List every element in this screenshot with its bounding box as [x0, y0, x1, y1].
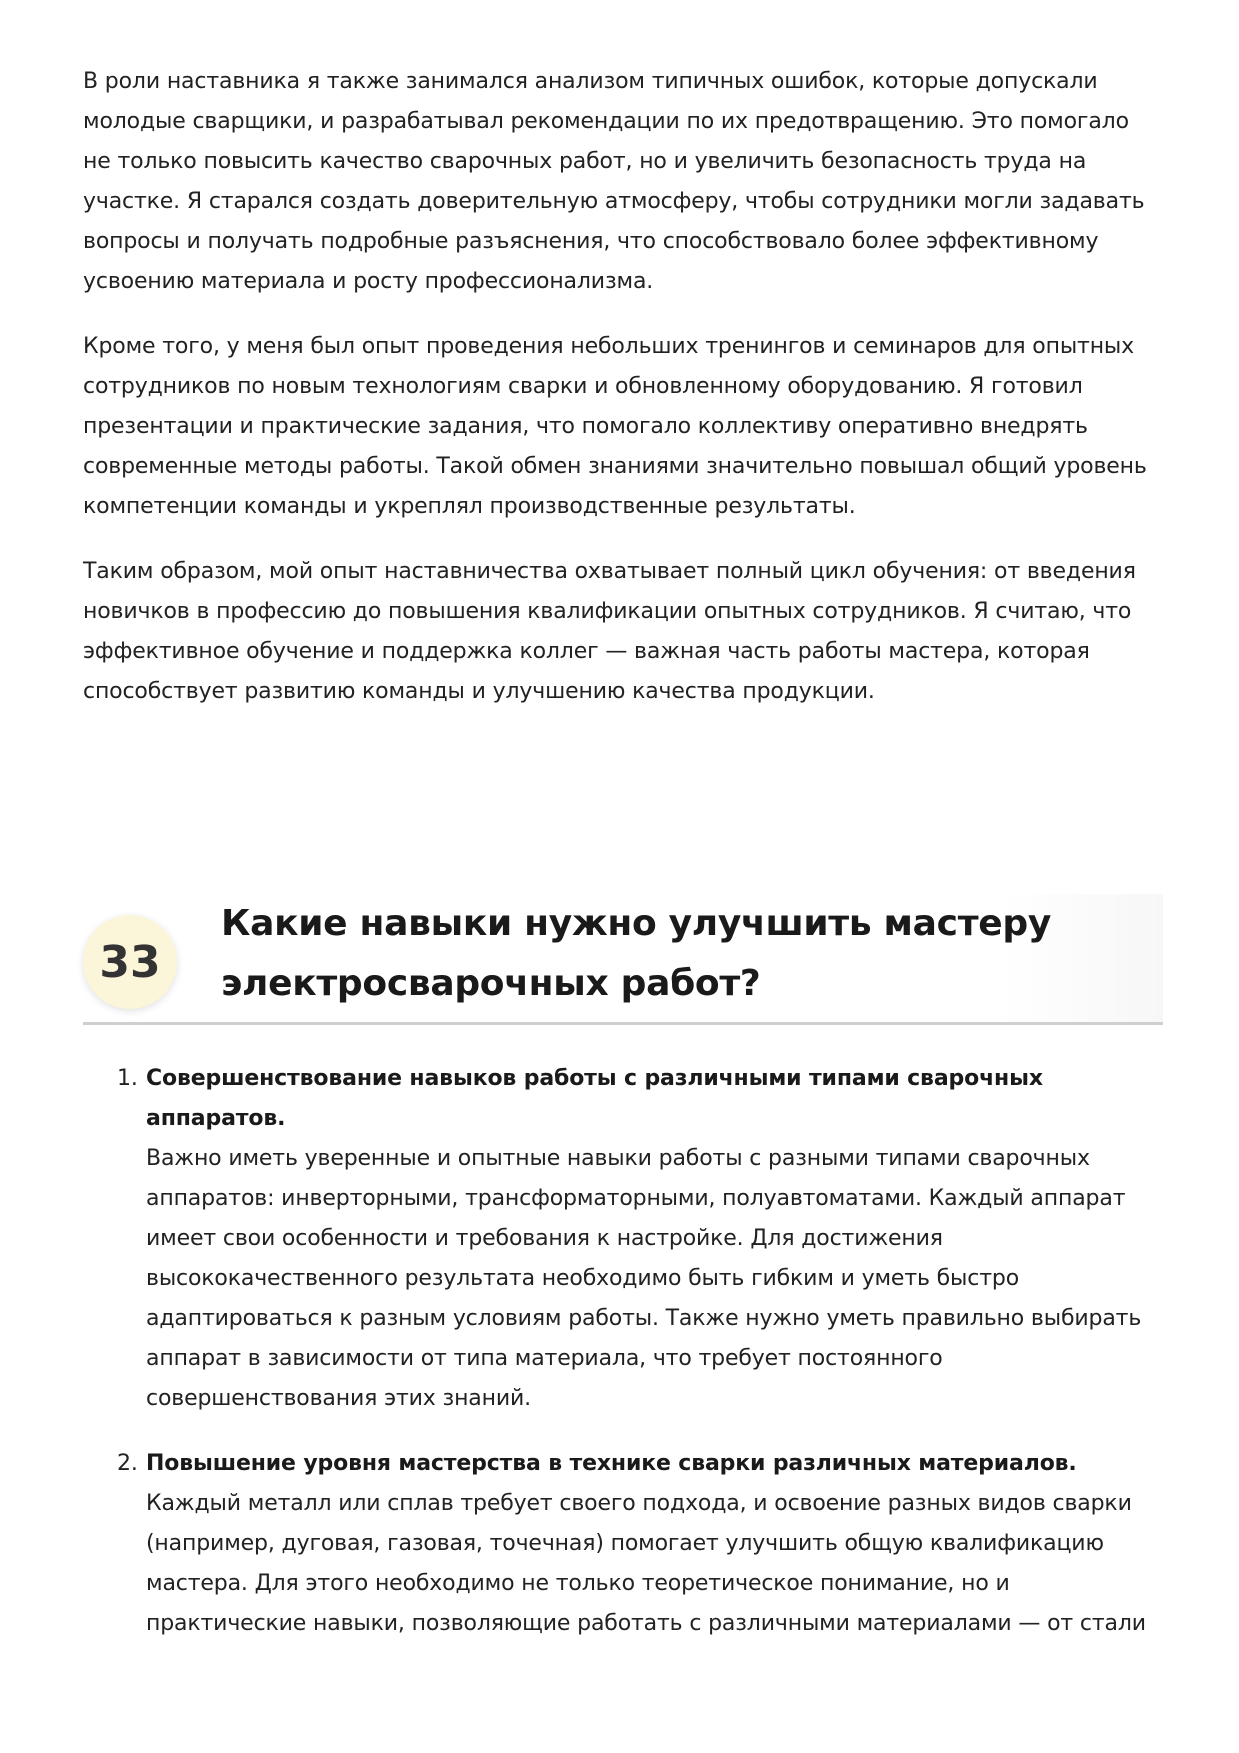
question-title: Какие навыки нужно улучшить мастеру электросварочных работ? [221, 903, 1052, 1004]
list-item-number: 2. [117, 1451, 138, 1476]
list-item [83, 1444, 1163, 1644]
document-page [83, 62, 1163, 1669]
list-item-body: Каждый металл или сплав требует своего подхода, и освоение разных видов сварки (например, дуговая, газовая, точечная) помогает улучшить общую квалификацию мастера. Для этого необходимо не только теоретическое понимание, но и практические навыки, позволяющие работать с различными материалами — от стали [146, 1491, 1146, 1636]
question-header [83, 894, 1163, 1025]
list-item-body: Важно иметь уверенные и опытные навыки работы с разными типами сварочных аппаратов: инверторными, трансформаторными, полуавтоматами. Каждый аппарат имеет свои особенности и требования к настройке. Для достижения высококачественного результата необходимо быть гибким и уметь быстро адаптироваться к разным условиям работы. Также нужно уметь правильно выбирать аппарат в зависимости от типа материала, что требует постоянного совершенствования этих знаний. [146, 1146, 1142, 1411]
list-item [83, 1059, 1163, 1419]
paragraph: В роли наставника я также занимался анализом типичных ошибок, которые допускали молодые сварщики, и разрабатывал рекомендации по их предотвращению. Это помогало не только повысить качество сварочных работ, но и увеличить безопасность труда на участке. Я старался создать доверительную атмосферу, чтобы сотрудники могли задавать вопросы и получать подробные разъяснения, что способствовало более эффективному усвоению материала и росту профессионализма. [83, 69, 1145, 294]
list-item-heading: Повышение уровня мастерства в технике сварки различных материалов. [146, 1451, 1077, 1476]
paragraph: Таким образом, мой опыт наставничества охватывает полный цикл обучения: от введения новичков в профессию до повышения квалификации опытных сотрудников. Я считаю, что эффективное обучение и поддержка коллег — важная часть работы мастера, которая способствует развитию команды и улучшению качества продукции. [83, 559, 1136, 704]
answer-list [83, 1059, 1163, 1644]
list-item-heading: Совершенствование навыков работы с различными типами сварочных аппаратов. [146, 1066, 1043, 1131]
question-number-badge: 33 [83, 915, 177, 1009]
paragraph: Кроме того, у меня был опыт проведения небольших тренингов и семинаров для опытных сотрудников по новым технологиям сварки и обновленному оборудованию. Я готовил презентации и практические задания, что помогало коллективу оперативно внедрять современные методы работы. Такой обмен знаниями значительно повышал общий уровень компетенции команды и укреплял производственные результаты. [83, 334, 1147, 519]
list-item-number: 1. [117, 1066, 138, 1091]
